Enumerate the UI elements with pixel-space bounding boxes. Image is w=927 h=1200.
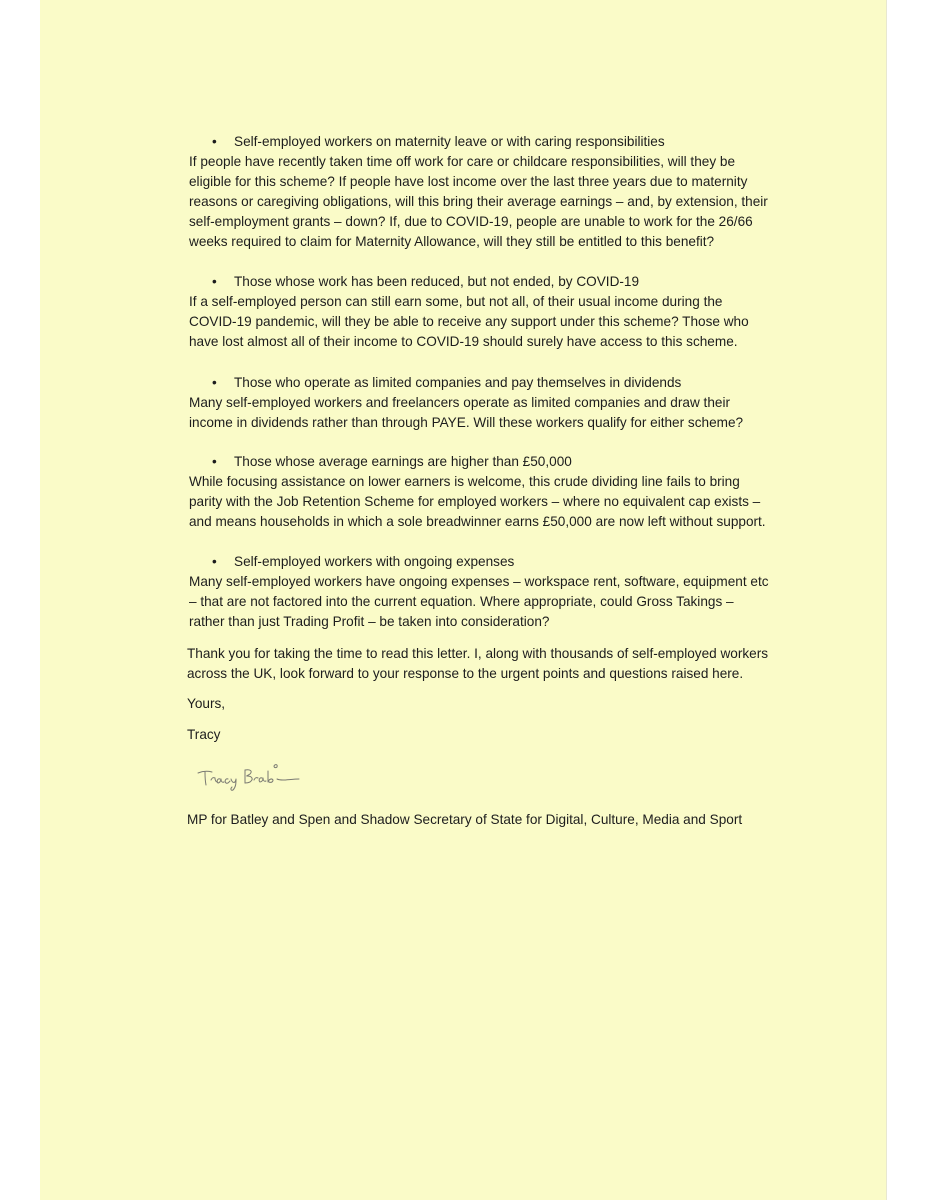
section-limited-companies xyxy=(189,373,799,433)
paragraph-line: self-employment grants – down? If, due to COVID-19, people are unable to work for the 26/66 xyxy=(189,214,753,229)
handwritten-signature xyxy=(195,758,305,792)
closing-line: across the UK, look forward to your response to the urgent points and questions raised here. xyxy=(187,666,744,681)
paragraph-line: While focusing assistance on lower earners is welcome, this crude dividing line fails to bring xyxy=(189,474,740,489)
paragraph-line: weeks required to claim for Maternity Allowance, will they still be entitled to this benefit? xyxy=(189,234,715,249)
paragraph-line: COVID-19 pandemic, will they be able to receive any support under this scheme? Those who xyxy=(189,314,749,329)
signer-title: MP for Batley and Spen and Shadow Secretary of State for Digital, Culture, Media and Sport xyxy=(187,812,743,827)
paragraph-line: eligible for this scheme? If people have lost income over the last three years due to maternity xyxy=(189,174,748,189)
paragraph-line: rather than just Trading Profit – be taken into consideration? xyxy=(189,614,550,629)
bullet-icon: • xyxy=(212,274,217,289)
section-paragraph xyxy=(189,292,799,352)
bullet-icon: • xyxy=(212,134,217,149)
section-paragraph xyxy=(189,472,799,532)
section-maternity xyxy=(189,132,799,252)
signer-name: Tracy xyxy=(187,727,221,742)
paragraph-line: If a self-employed person can still earn some, but not all, of their usual income during the xyxy=(189,294,723,309)
section-heading xyxy=(189,132,799,152)
section-heading-text: Those who operate as limited companies and pay themselves in dividends xyxy=(234,375,682,390)
paragraph-line: income in dividends rather than through PAYE. Will these workers qualify for either scheme? xyxy=(189,415,744,430)
section-reduced-work xyxy=(189,272,799,352)
paragraph-line: If people have recently taken time off work for care or childcare responsibilities, will they be xyxy=(189,154,736,169)
bullet-icon: • xyxy=(212,375,217,390)
bullet-icon: • xyxy=(212,554,217,569)
section-heading xyxy=(189,452,799,472)
section-heading-text: Those whose average earnings are higher than £50,000 xyxy=(234,454,572,469)
section-heading-text: Self-employed workers with ongoing expenses xyxy=(234,554,515,569)
section-higher-earnings xyxy=(189,452,799,532)
paragraph-line: have lost almost all of their income to COVID-19 should surely have access to this scheme. xyxy=(189,334,738,349)
section-heading xyxy=(189,373,799,393)
closing-paragraph xyxy=(187,644,807,684)
section-heading xyxy=(189,272,799,292)
paragraph-line: – that are not factored into the current equation. Where appropriate, could Gross Takings – xyxy=(189,594,734,609)
section-heading xyxy=(189,552,799,572)
paragraph-line: and means households in which a sole breadwinner earns £50,000 are now left without support. xyxy=(189,514,766,529)
section-heading-text: Those whose work has been reduced, but not ended, by COVID-19 xyxy=(234,274,640,289)
section-paragraph xyxy=(189,152,799,252)
section-paragraph xyxy=(189,393,799,433)
paragraph-line: Many self-employed workers and freelancers operate as limited companies and draw their xyxy=(189,395,730,410)
paragraph-line: reasons or caregiving obligations, will this bring their average earnings – and, by extension, their xyxy=(189,194,768,209)
section-ongoing-expenses xyxy=(189,552,799,632)
bullet-icon: • xyxy=(212,454,217,469)
closing-line: Thank you for taking the time to read this letter. I, along with thousands of self-employed workers xyxy=(187,646,769,661)
section-paragraph xyxy=(189,572,799,632)
sign-off: Yours, xyxy=(187,696,226,711)
paragraph-line: parity with the Job Retention Scheme for employed workers – where no equivalent cap exists – xyxy=(189,494,761,509)
section-heading-text: Self-employed workers on maternity leave or with caring responsibilities xyxy=(234,134,665,149)
paragraph-line: Many self-employed workers have ongoing expenses – workspace rent, software, equipment etc xyxy=(189,574,769,589)
